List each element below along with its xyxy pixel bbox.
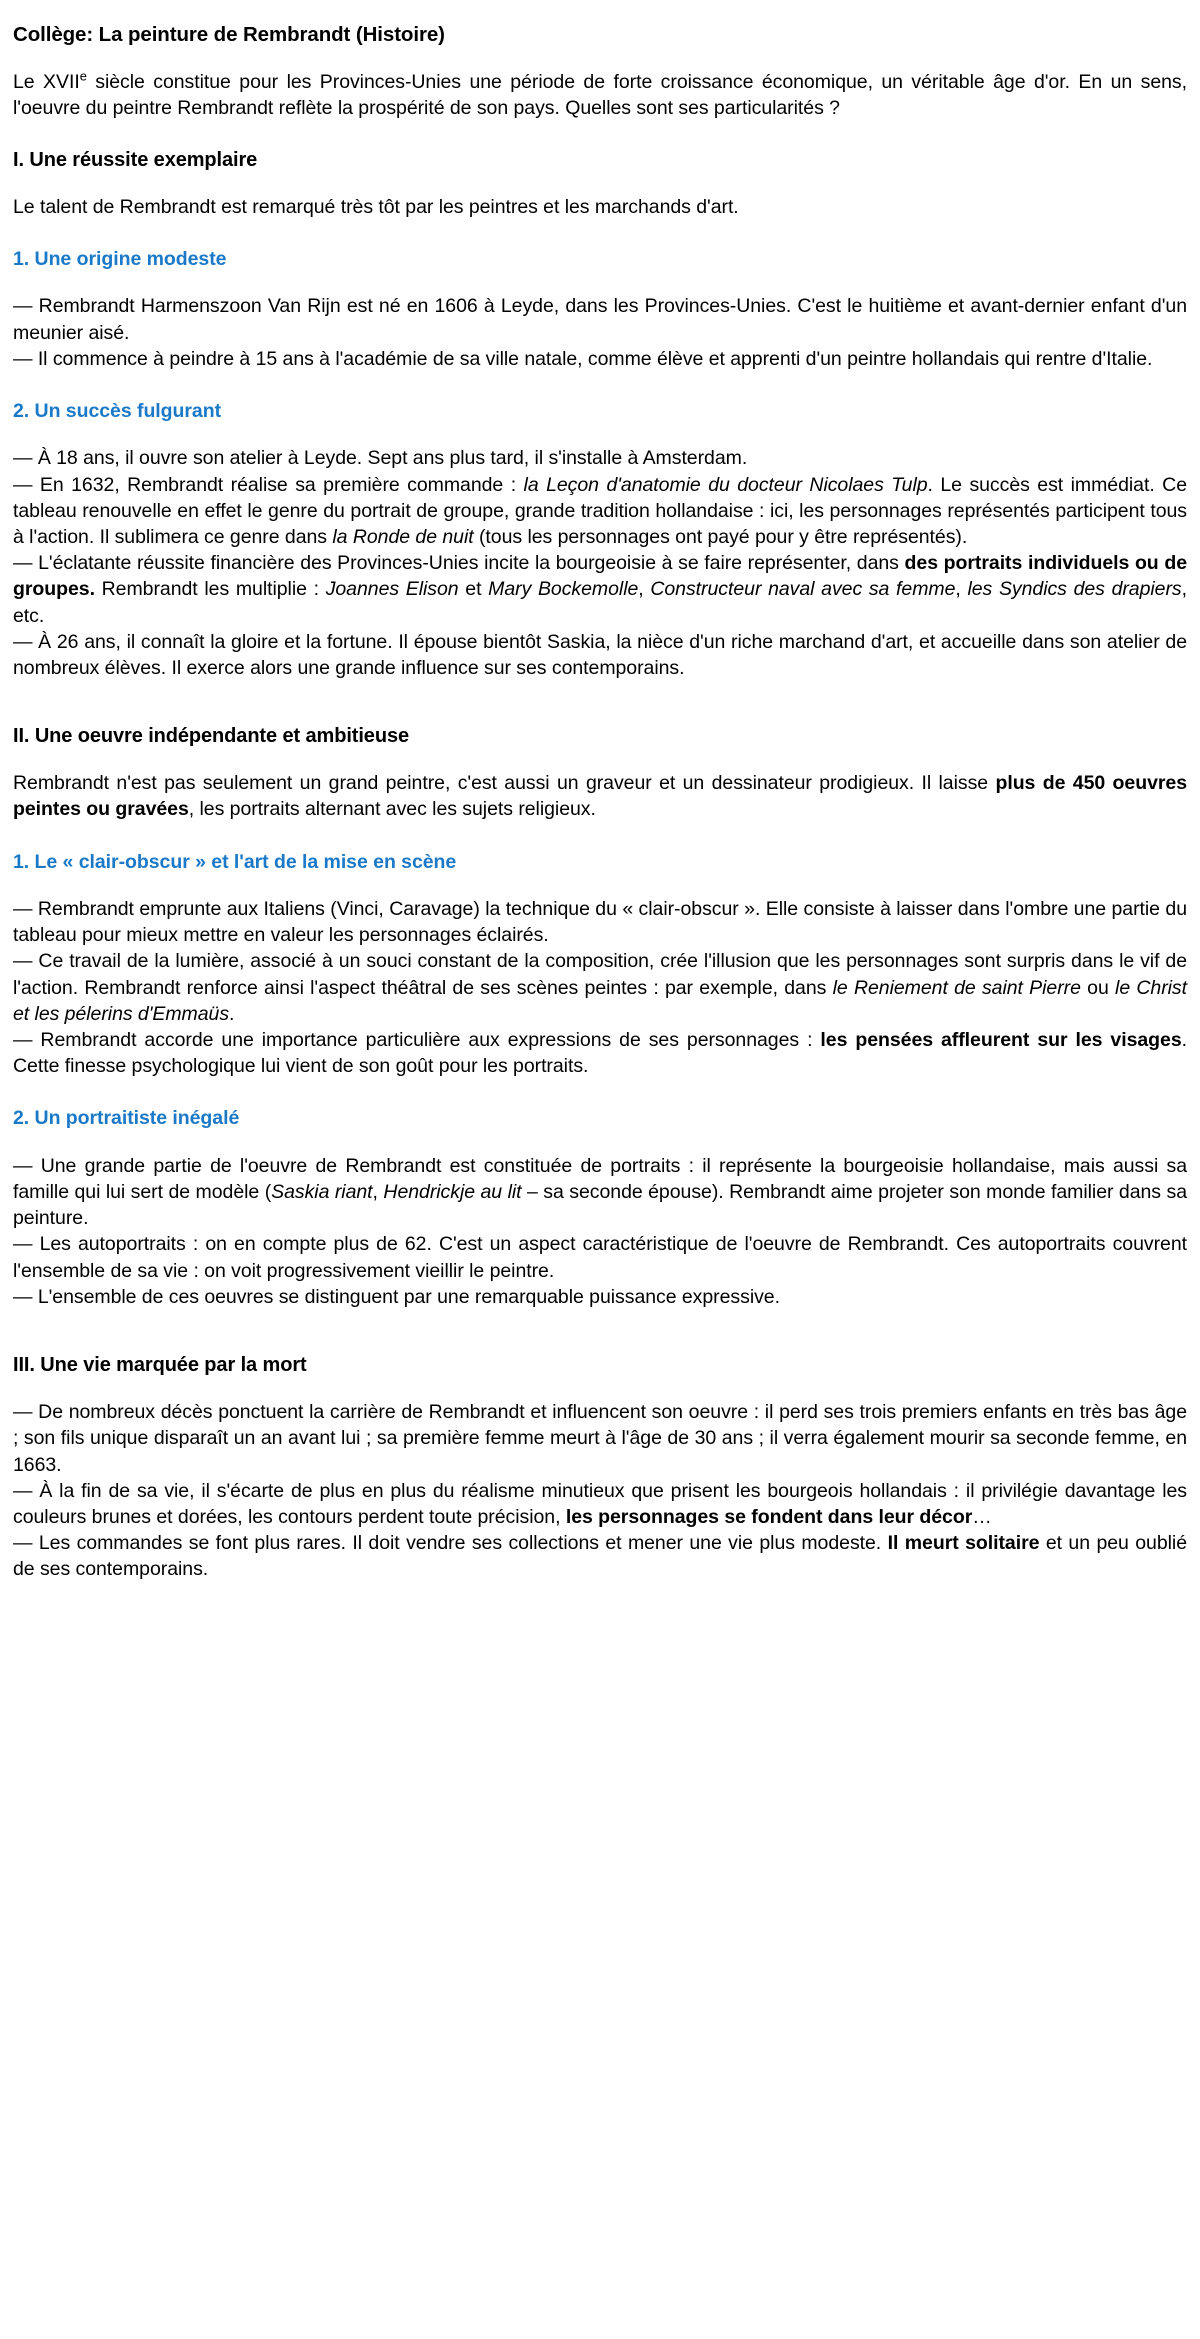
bullet-block	[13, 293, 1187, 372]
emphasis-italic: le Reniement de saint Pierre	[832, 976, 1081, 999]
text-run: — Une grande partie de l'oeuvre de Rembrandt est constituée de portraits : il représente la bourgeoisie hollandaise, mais aussi sa famille qui lui sert de modèle (	[13, 1154, 1187, 1203]
bullet-block	[13, 1399, 1187, 1583]
bullet-item	[13, 346, 1187, 372]
bullet-block	[13, 896, 1187, 1080]
bullet-item	[13, 1399, 1187, 1478]
text-run: …	[972, 1505, 992, 1528]
intro-text-part-1: Le XVII	[13, 70, 80, 93]
text-run: ou	[1080, 976, 1116, 999]
bullet-item	[13, 1231, 1187, 1283]
text-run: — Rembrandt accorde une importance particulière aux expressions de ses personnages :	[13, 1029, 821, 1051]
section-heading-2: II. Une oeuvre indépendante et ambitieuse	[13, 725, 409, 748]
text-run: , etc.	[13, 578, 1187, 627]
bullet-item	[13, 1027, 1187, 1079]
text-run: .	[229, 1002, 235, 1025]
text-run: . Le succès est immédiat. Ce tableau renouvelle en effet le genre du portrait de groupe, grande tradition hollandaise : ici, les personnages représentés participent tous à l'action. Il sublimera ce genre dans	[13, 473, 1187, 548]
text-run: — À la fin de sa vie, il s'écarte de plus en plus du réalisme minutieux que prisent les bourgeois hollandais : il privilégie davantage les couleurs brunes et dorées, les contours perdent toute précision,	[13, 1479, 1187, 1528]
emphasis-bold: des portraits individuels ou de groupes.	[13, 552, 1187, 601]
emphasis-bold: les pensées affleurent sur les visages	[820, 1029, 1182, 1051]
section-heading-1: I. Une réussite exemplaire	[13, 148, 258, 171]
text-run: – sa seconde épouse). Rembrandt aime projeter son monde familier dans sa peinture.	[13, 1181, 1187, 1230]
bullet-item	[13, 629, 1187, 681]
emphasis-bold: Il meurt solitaire	[887, 1532, 1040, 1555]
text-run: — Ce travail de la lumière, associé à un souci constant de la composition, crée l'illusion que les personnages sont surpris dans le vif de l'action. Rembrandt renforce ainsi l'aspect théâtral de ses scènes peintes : par exemple, dans	[13, 950, 1187, 999]
ordinal-superscript: e	[79, 68, 87, 84]
text-run: — L'ensemble de ces oeuvres se distinguent par une remarquable puissance expressive.	[13, 1285, 780, 1308]
bullet-item	[13, 1478, 1187, 1530]
bullet-item	[13, 1284, 1187, 1310]
bullet-item	[13, 1153, 1187, 1232]
text-run: — À 26 ans, il connaît la gloire et la fortune. Il épouse bientôt Saskia, la nièce d'un riche marchand d'art, et accueille dans son atelier de nombreux élèves. Il exerce alors une grande influence sur ses contemporains.	[13, 630, 1187, 680]
text-run: — Il commence à peindre à 15 ans à l'académie de sa ville natale, comme élève et apprenti d'un peintre hollandais qui rentre d'Italie.	[13, 347, 1153, 370]
emphasis-italic: les Syndics des drapiers	[967, 578, 1182, 601]
section-lead-paragraph: Le talent de Rembrandt est remarqué très tôt par les peintres et les marchands d'art.	[13, 195, 739, 218]
emphasis-italic: Hendrickje au lit	[383, 1181, 522, 1203]
emphasis-italic: la Ronde de nuit	[332, 526, 474, 548]
bullet-item	[13, 948, 1187, 1027]
section-lead-paragraph	[13, 770, 1187, 822]
emphasis-bold: plus de 450 oeuvres peintes ou gravées	[13, 772, 1187, 821]
intro-text-part-2: siècle constitue pour les Provinces-Unies une période de forte croissance économique, un véritable âge d'or. En un sens, l'oeuvre du peintre Rembrandt reflète la prospérité de son pays. Quelles sont ses particularités ?	[13, 70, 1187, 119]
text-run: — Les autoportraits : on en compte plus de 62. C'est un aspect caractéristique de l'oeuvre de Rembrandt. Ces autoportraits couvrent l'ensemble de sa vie : on voit progressivement vieillir le peintre.	[13, 1233, 1187, 1282]
text-run: — En 1632, Rembrandt réalise sa première commande :	[13, 473, 524, 496]
bullet-block	[13, 445, 1187, 681]
text-run: — Rembrandt Harmenszoon Van Rijn est né en 1606 à Leyde, dans les Provinces-Unies. C'est le huitième et avant-dernier enfant d'un meunier aisé.	[13, 295, 1187, 344]
text-run: , les portraits alternant avec les sujets religieux.	[188, 798, 596, 821]
bullet-item	[13, 1530, 1187, 1582]
section-heading-3: III. Une vie marquée par la mort	[13, 1354, 307, 1377]
emphasis-italic: le Christ et les pélerins d'Emmaüs	[13, 976, 1188, 1025]
text-run: — À 18 ans, il ouvre son atelier à Leyde. Sept ans plus tard, il s'installe à Amsterdam.	[13, 447, 748, 470]
subsection-heading-2-1: 1. Le « clair-obscur » et l'art de la mise en scène	[13, 850, 457, 873]
bullet-item	[13, 896, 1187, 948]
emphasis-bold: les personnages se fondent dans leur décor	[565, 1505, 973, 1528]
emphasis-italic: Mary Bockemolle	[488, 578, 639, 601]
emphasis-italic: la Leçon d'anatomie du docteur Nicolaes Tulp	[523, 473, 928, 496]
text-run: — Les commandes se font plus rares. Il doit vendre ses collections et mener une vie plus modeste.	[13, 1532, 888, 1555]
text-run: — L'éclatante réussite financière des Provinces-Unies incite la bourgeoisie à se faire représenter, dans	[13, 552, 905, 575]
text-run: — De nombreux décès ponctuent la carrière de Rembrandt et influencent son oeuvre : il perd ses trois premiers enfants en très bas âge ; son fils unique disparaît un an avant lui ; sa première femme meurt à l'âge de 30 ans ; il verra également mourir sa seconde femme, en 1663.	[13, 1401, 1187, 1476]
text-run: et	[458, 578, 489, 601]
subsection-heading-2-2: 2. Un portraitiste inégalé	[13, 1107, 240, 1130]
bullet-item	[13, 472, 1187, 551]
text-run: ,	[638, 578, 651, 601]
text-run: ,	[372, 1181, 384, 1203]
text-run: Rembrandt les multiplie :	[94, 578, 326, 601]
emphasis-italic: Joannes Elison	[325, 578, 459, 601]
text-run: ,	[955, 578, 968, 601]
bullet-item	[13, 293, 1187, 345]
emphasis-italic: Constructeur naval avec sa femme	[650, 578, 956, 601]
text-run: . Cette finesse psychologique lui vient de son goût pour les portraits.	[13, 1029, 1187, 1078]
emphasis-italic: Saskia riant	[271, 1181, 373, 1203]
page-title: Collège: La peinture de Rembrandt (Histoire)	[13, 23, 445, 46]
text-run: et un peu oublié de ses contemporains.	[13, 1532, 1187, 1581]
sections-container	[13, 147, 1187, 1583]
bullet-item	[13, 550, 1187, 629]
subsection-heading-1-2: 2. Un succès fulgurant	[13, 400, 222, 422]
intro-paragraph	[13, 69, 1187, 121]
text-run: (tous les personnages ont payé pour y être représentés).	[473, 526, 968, 548]
subsection-heading-1-1: 1. Une origine modeste	[13, 248, 227, 270]
bullet-block	[13, 1153, 1187, 1310]
text-run: — Rembrandt emprunte aux Italiens (Vinci, Caravage) la technique du « clair-obscur ». Elle consiste à laisser dans l'ombre une partie du tableau pour mieux mettre en valeur les personnages éclairés.	[13, 897, 1187, 947]
text-run: Rembrandt n'est pas seulement un grand peintre, c'est aussi un graveur et un dessinateur prodigieux. Il laisse	[13, 772, 996, 795]
bullet-item	[13, 445, 1187, 471]
